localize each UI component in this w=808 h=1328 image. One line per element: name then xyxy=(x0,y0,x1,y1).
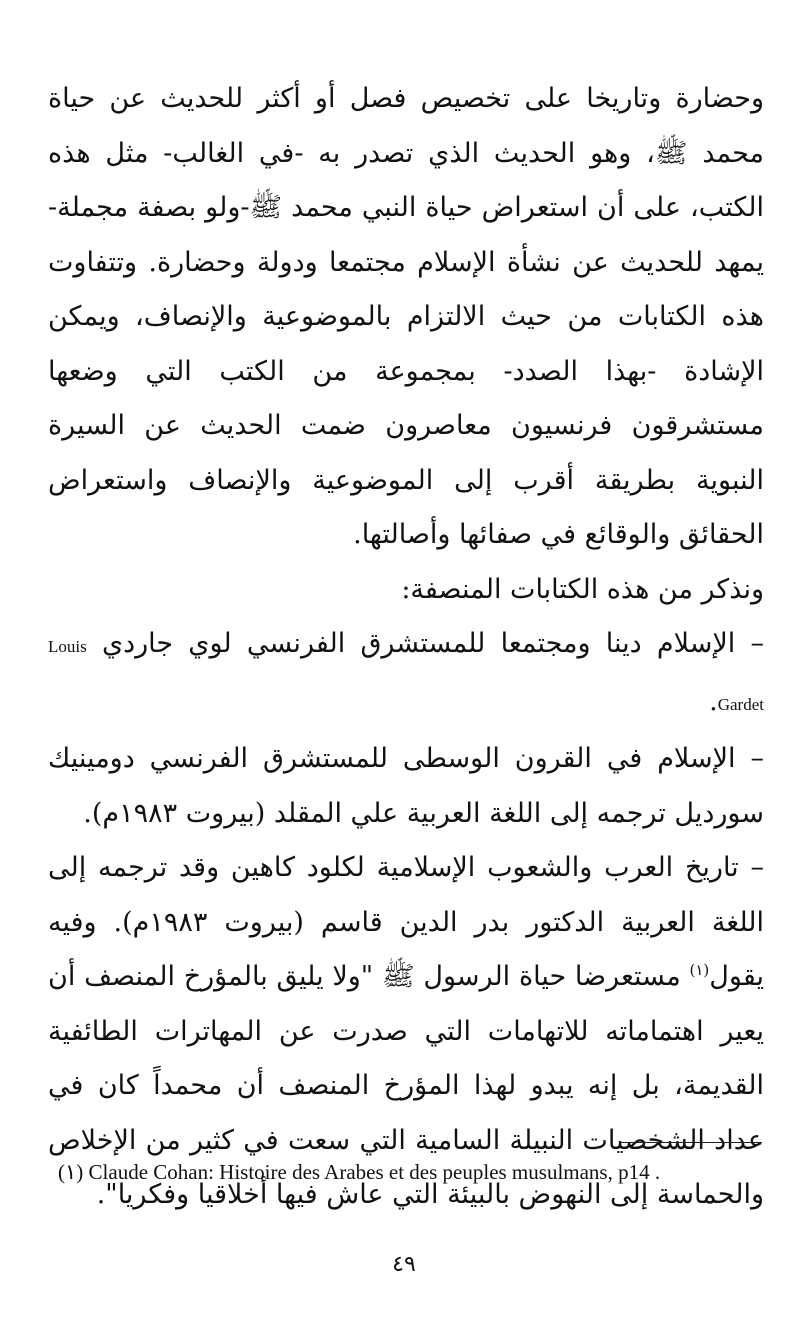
list-item-2: – الإسلام في القرون الوسطى للمستشرق الفرنسي دومينيك سورديل ترجمه إلى اللغة العربية علي المقلد (بيروت ١٩٨٣م). xyxy=(48,743,764,829)
list-item-1 xyxy=(48,617,764,732)
main-text xyxy=(48,72,764,1223)
paragraph-2: ونذكر من هذه الكتابات المنصفة: xyxy=(401,573,764,605)
list-item-1-text: – الإسلام دينا ومجتمعا للمستشرق الفرنسي لوي جاردي xyxy=(101,628,764,659)
footnote-text: Claude Cohan: Histoire des Arabes et des peuples musulmans, p14 . xyxy=(83,1160,661,1184)
footnote-number: (١) xyxy=(58,1160,84,1184)
author-latin-name: Louis Gardet xyxy=(48,637,764,714)
list-item-1-end: . xyxy=(709,685,718,717)
list-item-3-before: – تاريخ العرب والشعوب الإسلامية لكلود كاهين وقد ترجمه إلى اللغة العربية الدكتور بدر الدين قاسم (بيروت ١٩٨٣م). وفيه يقول xyxy=(48,852,764,992)
paragraph-1: وحضارة وتاريخا على تخصيص فصل أو أكثر للحديث عن حياة محمد ﷺ، وهو الحديث الذي تصدر به -في الغالب- مثل هذه الكتب، على أن استعراض حياة النبي محمد ﷺ-ولو بصفة مجملة-يمهد للحديث عن نشأة الإسلام مجتمعا ودولة وحضارة. وتتفاوت هذه الكتابات من حيث الالتزام بالموضوعية والإنصاف، ويمكن الإشادة -بهذا الصدد- بمجموعة من الكتب التي وضعها مستشرقون فرنسيون معاصرون ضمت الحديث عن السيرة النبوية بطريقة أقرب إلى الموضوعية والإنصاف واستعراض الحقائق والوقائع في صفائها وأصالتها. xyxy=(48,83,764,550)
page-number: ٤٩ xyxy=(392,1252,416,1277)
footnote-reference: (١) xyxy=(689,961,710,979)
list-item-3-after: مستعرضا حياة الرسول ﷺ "ولا يليق بالمؤرخ المنصف أن يعير اهتماماته للاتهامات التي صدرت عن المهاترات الطائفية القديمة، بل إنه يبدو لهذا المؤرخ المنصف أن محمداً كان في عداد الشخصيات النبيلة السامية التي سعت في كثير من الإخلاص والحماسة إلى النهوض بالبيئة التي عاش فيها أخلاقيا وفكريا". xyxy=(48,961,764,1210)
footnote xyxy=(58,1158,758,1186)
footnote-separator xyxy=(620,1142,762,1143)
